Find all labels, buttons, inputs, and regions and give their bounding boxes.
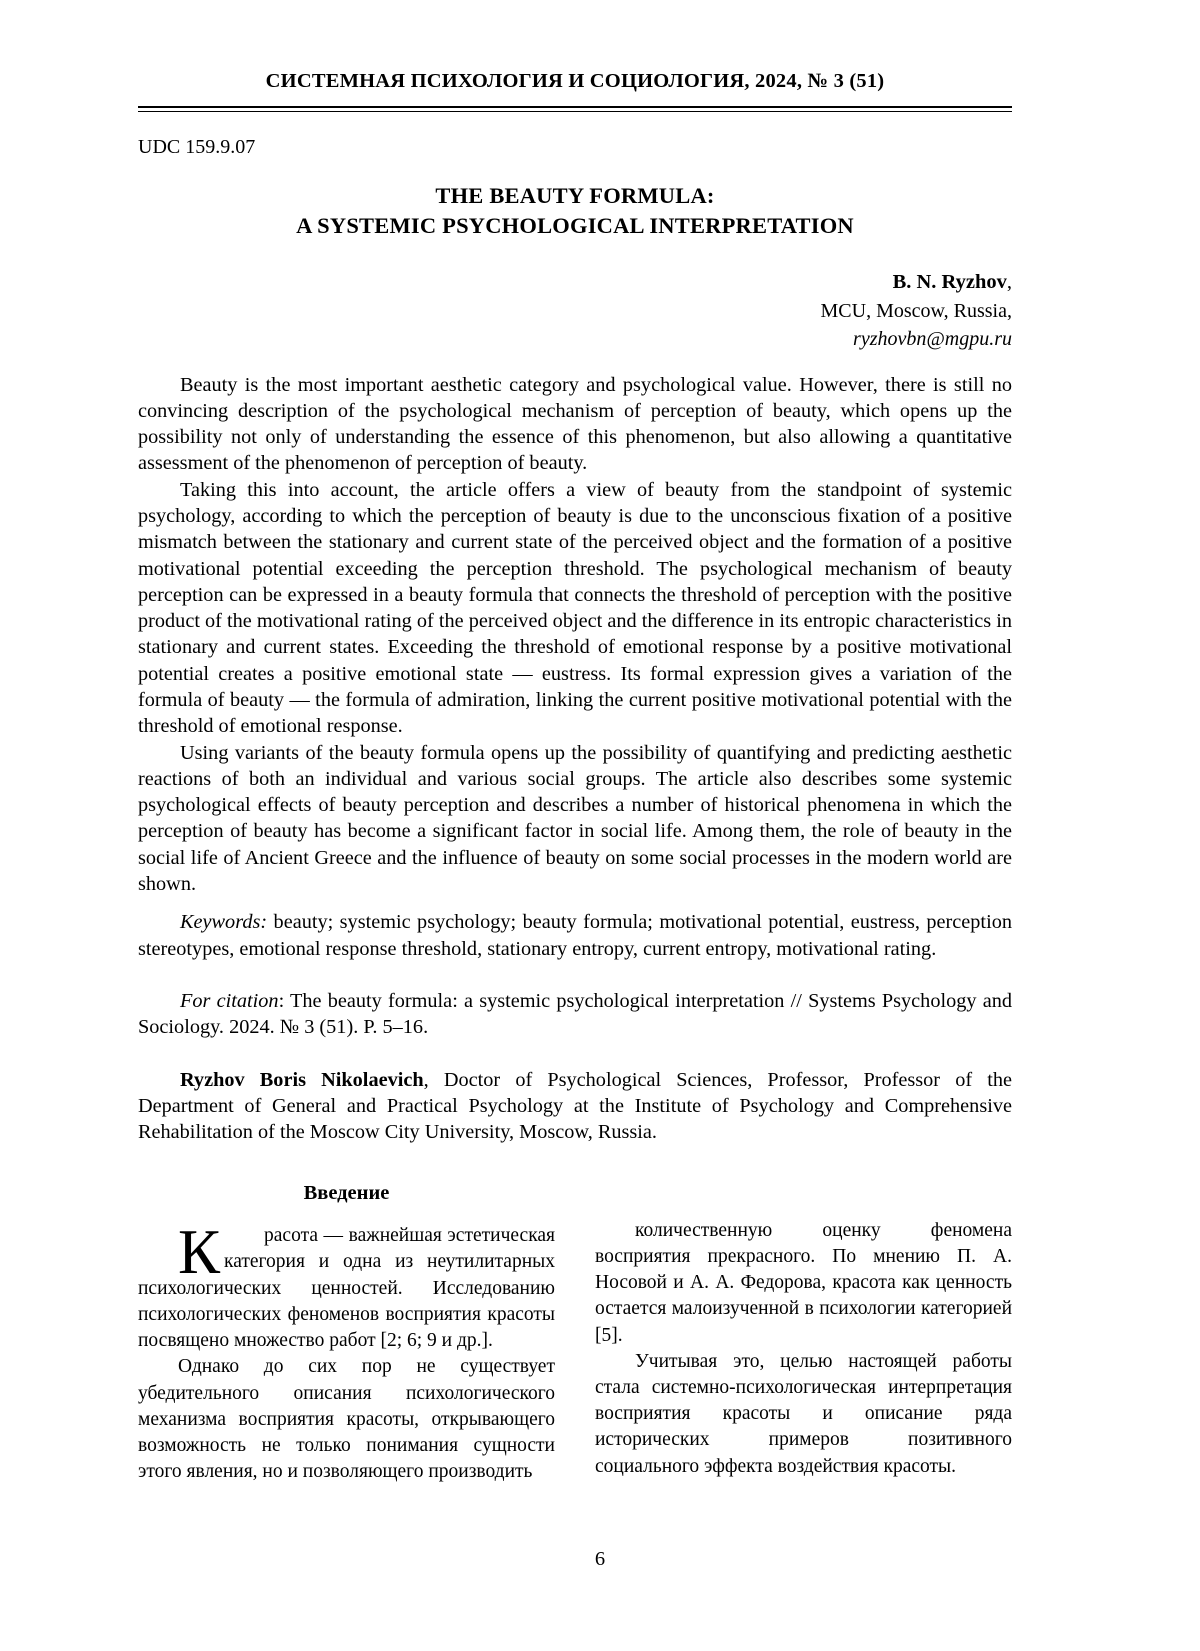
running-head: СИСТЕМНАЯ ПСИХОЛОГИЯ И СОЦИОЛОГИЯ, 2024, № 3 (51) — [265, 70, 885, 92]
keywords-text: beauty; systemic psychology; beauty formula; motivational potential, eustress, perception stereotypes, emotional response threshold, stationary entropy, current entropy, motivational rating. — [138, 911, 1012, 960]
body-column-left — [138, 1180, 555, 1486]
page-title — [138, 181, 1012, 242]
abstract-paragraph-1: Beauty is the most important aesthetic category and psychological value. However, there is still no convincing description of the psychological mechanism of perception of beauty, which opens up the possibility not only of understanding the essence of this phenomenon, but also allowing a quantitative assessment of the phenomenon of perception of beauty. — [138, 373, 1012, 475]
body-column-right — [595, 1180, 1012, 1486]
author-bio-name: Ryzhov Boris Nikolaevich — [180, 1068, 424, 1091]
keywords-label: Keywords: — [180, 911, 268, 934]
citation — [138, 988, 1012, 1041]
title-line-2: A SYSTEMIC PSYCHOLOGICAL INTERPRETATION — [296, 213, 854, 239]
author-affiliation: MCU, Moscow, Russia, — [820, 299, 1012, 322]
author-name — [138, 268, 1012, 297]
right-paragraph-2: Учитывая это, целью настоящей работы стала системно-психологическая интерпретация восприятия красоты и описание ряда исторических примеров позитивного социального эффекта воздействия красоты. — [595, 1350, 1012, 1477]
abstract — [138, 372, 1012, 898]
author-bio — [138, 1067, 1012, 1146]
keywords — [138, 909, 1012, 962]
citation-label: For citation — [180, 989, 279, 1012]
left-paragraph-2: Однако до сих пор не существует убедительного описания психологического механизма восприятия красоты, открывающего возможность не только понимания сущности этого явления, но и позволяющего производить — [138, 1356, 555, 1483]
page-content — [138, 0, 1012, 1485]
title-line-1: THE BEAUTY FORMULA: — [435, 183, 715, 208]
left-paragraph-1 — [138, 1217, 555, 1354]
author-bio-text: , Doctor of Psychological Sciences, Professor, Professor of the Department of General and Practical Psychology at the Institute of Psychology and Comprehensive Rehabilitation of the Moscow City University, Moscow, Russia. — [138, 1068, 1012, 1144]
header-divider — [138, 106, 1012, 112]
author-name-text: B. N. Ryzhov — [892, 270, 1007, 293]
abstract-paragraph-2: Taking this into account, the article offers a view of beauty from the standpoint of systemic psychology, according to which the perception of beauty is due to the unconscious fixation of a positive mismatch between the stationary and current state of the perceived object and the formation of a positive motivational potential exceeding the perception threshold. The psychological mechanism of beauty perception can be expressed in a beauty formula that connects the threshold of perception with the positive product of the motivational rating of the perceived object and the difference in its entropic characteristics in stationary and current states. Exceeding the threshold of emotional response by a positive motivational potential creates a positive emotional state — eustress. Its formal expression gives a variation of the formula of beauty — the formula of admiration, linking the current positive motivational potential with the threshold of emotional response. — [138, 478, 1012, 738]
citation-text: : The beauty formula: a systemic psychological interpretation // Systems Psychology and Sociology. 2024. № 3 (51). P. 5–16. — [138, 989, 1012, 1039]
udc-code: UDC 159.9.07 — [138, 136, 256, 158]
author-name-comma: , — [1006, 270, 1012, 293]
right-paragraph-1: количественную оценку феномена восприятия прекрасного. По мнению П. А. Носовой и А. А. Федорова, красота как ценность остается малоизученной в психологии категорией [5]. — [595, 1219, 1012, 1346]
page-number: 6 — [594, 1548, 606, 1570]
column-top-spacer — [595, 1180, 1012, 1218]
body-columns — [138, 1180, 1012, 1486]
author-email[interactable]: ryzhovbn@mgpu.ru — [853, 328, 1012, 351]
section-heading-introduction: Введение — [303, 1181, 390, 1204]
author-block — [138, 268, 1012, 354]
drop-cap: К — [178, 1217, 221, 1288]
left-paragraph-1-text: расота — важнейшая эстетическая категория и одна из неутилитарных психологических ценностей. Исследованию психологических феноменов восприятия красоты посвящено множество работ [2; 6; 9 и др.]. — [138, 1225, 555, 1352]
abstract-paragraph-3: Using variants of the beauty formula opens up the possibility of quantifying and predicting aesthetic reactions of both an individual and various social groups. The article also describes some systemic psychological effects of beauty perception and describes a number of historical phenomena in which the perception of beauty has become a significant factor in social life. Among them, the role of beauty in the social life of Ancient Greece and the influence of beauty on some social processes in the modern world are shown. — [138, 741, 1012, 895]
